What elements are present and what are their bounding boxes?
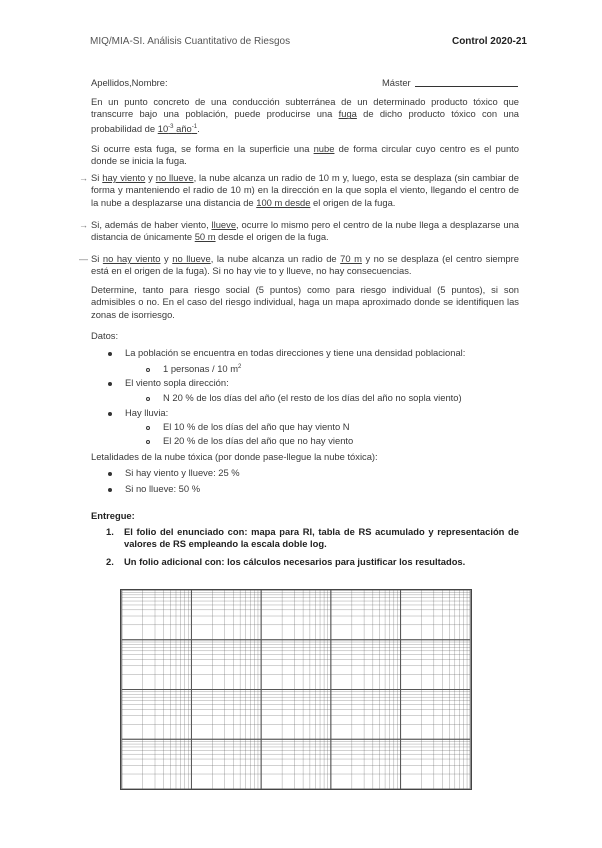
datos-sub-3a: El 10 % de los días del año que hay viento N <box>163 421 350 432</box>
datos-bullet-3: Hay lluvia: <box>125 407 169 418</box>
circle-bullet <box>146 368 150 372</box>
case-3-paragraph: Si no hay viento y no llueve, la nube alcanza un radio de 70 m y no se desplaza (el centro siempre está en el origen de la fuga). Si no hay vie to y llueve, no hay consecuencias. <box>91 253 519 277</box>
annotation-arrow-3: — <box>79 254 88 264</box>
datos-sub-3b: El 20 % de los días del año que no hay viento <box>163 435 354 446</box>
annotation-arrow-2: → <box>79 220 88 230</box>
entregue-num-1: 1. <box>106 526 114 537</box>
circle-bullet <box>146 426 150 430</box>
bullet-dot <box>108 352 112 356</box>
bullet-dot <box>108 382 112 386</box>
circle-bullet <box>146 397 150 401</box>
entregue-item-2: Un folio adicional con: los cálculos necesarios para justificar los resultados. <box>124 556 466 567</box>
header-course: MIQ/MIA-SI. Análisis Cuantitativo de Riesgos <box>90 36 291 47</box>
name-label: Apellidos,Nombre: <box>91 77 168 88</box>
bullet-dot <box>108 472 112 476</box>
letalidad-1: Si hay viento y llueve: 25 % <box>125 467 240 478</box>
bullet-dot <box>108 412 112 416</box>
entregue-num-2: 2. <box>106 556 114 567</box>
intro-paragraph-1: En un punto concreto de una conducción subterránea de un determinado producto tóxico que transcurre bajo una población, puede producirse una fuga de dicho producto tóxico con una probabilidad de $10^{-3}$ año$^{-1}$. <box>91 96 520 134</box>
datos-sub-1: 1 personas / 10 $m^2$ <box>163 363 242 374</box>
datos-sub-2: N 20 % de los días del año (el resto de los días del año no sopla viento) <box>163 392 462 403</box>
name-field[interactable] <box>170 87 340 88</box>
annotation-arrow-1: → <box>79 173 88 183</box>
entregue-title: Entregue: <box>91 510 135 521</box>
datos-title: Datos: <box>91 330 119 341</box>
case-1-paragraph: Si hay viento y no llueve, la nube alcanza un radio de 10 m y, luego, esta se desplaza (sin cambiar de forma y manteniendo el radio de 10 m) en la dirección en la que sopla el viento, llegando el centro de la nube a desplazarse una distancia de 100 m desde el origen de la fuga. <box>91 172 519 208</box>
bullet-dot <box>108 488 112 492</box>
task-paragraph: Determine, tanto para riesgo social (5 puntos) como para riesgo individual (5 puntos), si son admisibles o no. En el caso del riesgo individual, haga un mapa aproximado donde se identifiquen las zonas de isorriesgo. <box>91 284 519 320</box>
master-label: Máster <box>382 77 411 88</box>
master-field[interactable] <box>415 86 518 87</box>
entregue-item-1: El folio del enunciado con: mapa para RI, tabla de RS acumulado y representación de valores de RS empleando la escala doble log. <box>124 526 519 550</box>
datos-bullet-1: La población se encuentra en todas direcciones y tiene una densidad poblacional: <box>125 347 466 358</box>
intro-paragraph-2: Si ocurre esta fuga, se forma en la superficie una nube de forma circular cuyo centro es el punto donde se inicia la fuga. <box>91 143 519 167</box>
letalidad-2: Si no llueve: 50 % <box>125 483 201 494</box>
datos-bullet-2: El viento sopla dirección: <box>125 377 229 388</box>
letalidades-title: Letalidades de la nube tóxica (por donde pase-llegue la nube tóxica): <box>91 451 378 462</box>
circle-bullet <box>146 440 150 444</box>
case-2-paragraph: Si, además de haber viento, llueve, ocurre lo mismo pero el centro de la nube llega a desplazarse una distancia de únicamente 50 m desde el origen de la fuga. <box>91 219 519 243</box>
header-control: Control 2020-21 <box>451 36 527 47</box>
log-log-grid[interactable] <box>120 589 472 790</box>
